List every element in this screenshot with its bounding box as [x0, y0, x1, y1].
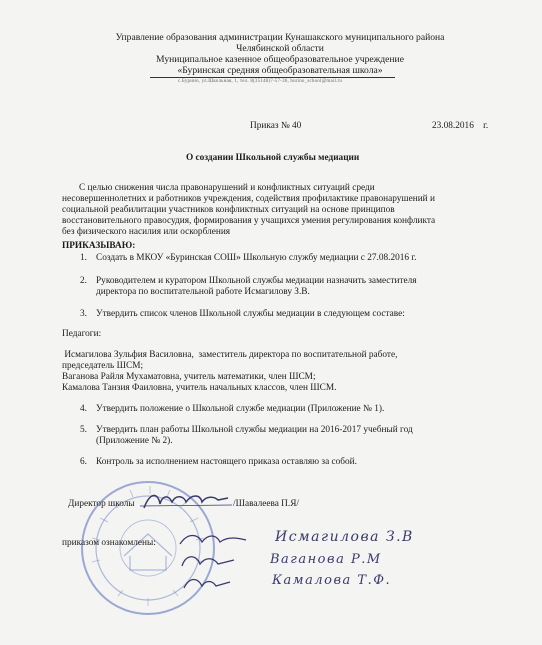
item-text: директора по воспитательной работе Исмагилову З.В.	[96, 287, 310, 297]
header-rule	[150, 77, 395, 78]
item-text: Утвердить положение о Школьной службе медиации (Приложение № 1).	[96, 404, 385, 414]
header-address: с.Бурино, ул.Школьная, 1, тел. 8(35148)7-57-36, burino_school@mail.ru	[178, 79, 343, 84]
acquainted-label: приказом ознакомлены:	[62, 538, 156, 548]
preamble-line: восстановительного правосудия, формирования у учащихся умения регулирования конфликта	[62, 216, 436, 226]
item-number: 6.	[80, 457, 87, 467]
director-signature	[140, 488, 232, 514]
handwritten-name: Камалова Т.Ф.	[272, 573, 392, 588]
handwritten-name: Ваганова Р.М	[270, 552, 382, 567]
director-name: /Шавалеева П.Я/	[233, 499, 299, 509]
item-number: 2.	[80, 276, 87, 286]
item-text: Утвердить список членов Школьной службы медиации в следующем составе:	[96, 309, 405, 319]
order-subject: О создании Школьной службы медиации	[186, 153, 360, 163]
member-line: председатель ШСМ;	[62, 361, 144, 371]
preamble-line: без физического насилия или оскорбления	[62, 227, 231, 237]
order-keyword: ПРИКАЗЫВАЮ:	[62, 241, 136, 251]
header-region: Челябинской области	[236, 43, 324, 54]
staff-signatures	[176, 530, 252, 600]
item-text: Руководителем и куратором Школьной службы медиации назначить заместителя	[96, 276, 417, 286]
order-title: Приказ № 40	[250, 121, 302, 131]
preamble-line: социальной реабилитации участников конфликтных ситуаций на основе принципов	[62, 205, 395, 215]
header-school-name: «Буринская средняя общеобразовательная школа»	[177, 65, 383, 76]
item-text: Контроль за исполнением настоящего приказа оставляю за собой.	[96, 457, 357, 467]
preamble-line: С целью снижения числа правонарушений и конфликтных ситуаций среди	[79, 183, 375, 193]
order-date: 23.08.2016 г.	[432, 121, 489, 131]
item-number: 5.	[80, 425, 87, 435]
item-text: Создать в МКОУ «Буринская СОШ» Школьную службу медиации с 27.08.2016 г.	[96, 253, 417, 263]
handwritten-name: Исмагилова З.В	[275, 529, 414, 545]
preamble-line: несовершеннолетних и работников учреждения, содействия профилактике правонарушений и	[62, 194, 435, 204]
member-line: Камалова Танзия Фаиловна, учитель начальных классов, член ШСМ.	[62, 383, 337, 393]
item-text: (Приложение № 2).	[96, 436, 173, 446]
member-line: Ваганова Райля Мухаматовна, учитель математики, член ШСМ;	[62, 372, 316, 382]
header-department: Управление образования администрации Кунашакского муниципального района	[115, 32, 445, 43]
director-label: Директор школы	[68, 499, 135, 509]
item-number: 4.	[80, 404, 87, 414]
teachers-label: Педагоги:	[62, 329, 102, 339]
member-line: Исмагилова Зульфия Василовна, заместитель директора по воспитательной работе,	[62, 350, 398, 360]
item-number: 1.	[80, 253, 87, 263]
item-text: Утвердить план работы Школьной службы медиации на 2016-2017 учебный год	[96, 425, 413, 435]
item-number: 3.	[80, 309, 87, 319]
header-institution-type: Муниципальное казенное общеобразовательное учреждение	[156, 54, 404, 65]
